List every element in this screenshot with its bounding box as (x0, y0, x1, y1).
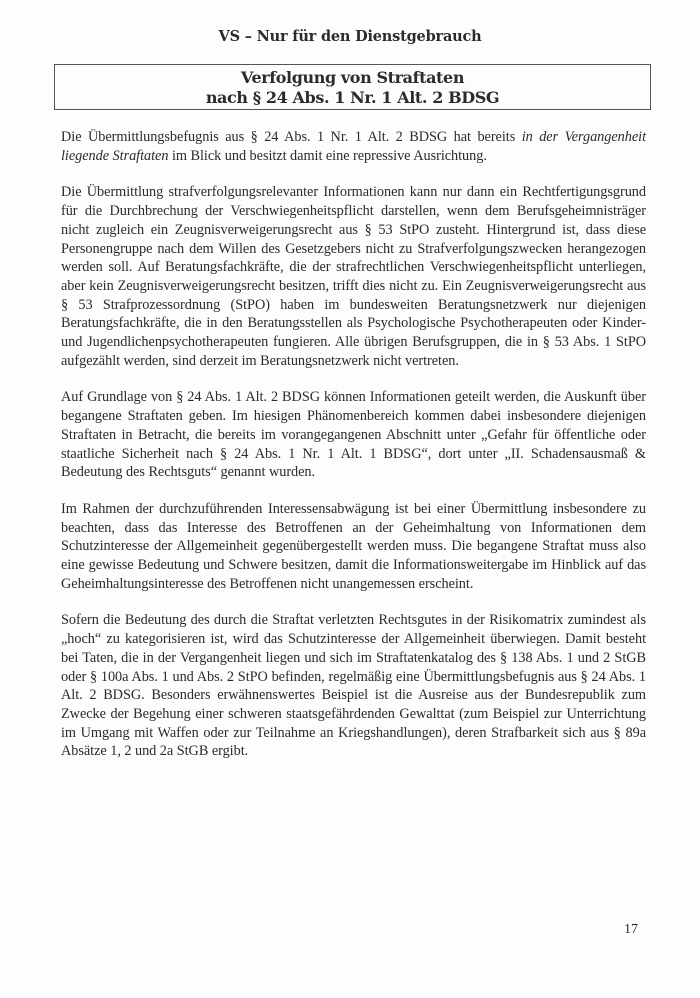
section-title-line-2: nach § 24 Abs. 1 Nr. 1 Alt. 2 BDSG (205, 88, 500, 107)
paragraph-1-italic-text: in der Vergangenheit liegende Straftaten (61, 129, 646, 164)
paragraph-2: Die Übermittlung strafverfolgungsrelevanter Informationen kann nur dann ein Rechtfertigungsgrund für die Durchbrechung der Verschwiegenheitspflicht darstellen, wenn dem Berufsgeheimnisträger nicht zugleich ein Zeugnisverweigerungsrecht aus § 53 StPO zusteht. Hintergrund ist, dass diese Personengruppe nach dem Willen des Gesetzgebers nicht zu Strafverfolgungszwecken herangezogen werden soll. Auf Beratungsfachkräfte, die der strafrechtlichen Verschwiegenheitspflicht unterliegen, aber kein Zeugnisverweigerungsrecht besitzen, trifft dies nicht zu. Ein Zeugnisverweigerungsrecht aus § 53 Strafprozessordnung (StPO) haben im bundesweiten Beratungsnetzwerk nur diejenigen Beratungsfachkräfte, die in den Beratungsstellen als Psychologische Psychotherapeuten oder Kinder- und Jugendlichenpsychotherapeuten fungieren. Alle übrigen Berufsgruppen, die in § 53 Abs. 1 StPO aufgezählt werden, sind derzeit im Beratungsnetzwerk nicht vertreten. (61, 184, 646, 369)
section-title-box (54, 64, 651, 110)
paragraph-1 (61, 128, 646, 165)
body-text (61, 128, 646, 779)
section-title-line-1: Verfolgung von Straftaten (240, 68, 465, 87)
classification-header: VS – Nur für den Dienstgebrauch (218, 28, 482, 45)
paragraph-1-text-after: im Blick und besitzt damit eine repressive Ausrichtung. (168, 147, 487, 164)
paragraph-5: Sofern die Bedeutung des durch die Straftat verletzten Rechtsgutes in der Risikomatrix zumindest als „hoch“ zu kategorisieren ist, wird das Schutzinteresse der Allgemeinheit überwiegen. Damit besteht bei Taten, die in der Vergangenheit liegen und sich im Straftatenkatalog des § 138 Abs. 1 und 2 StGB oder § 100a Abs. 1 und Abs. 2 StPO befinden, regelmäßig eine Übermittlungsbefugnis aus § 24 Abs. 1 Alt. 2 BDSG. Besonders erwähnenswertes Beispiel ist die Ausreise aus der Bundesrepublik zum Zwecke der Begehung einer schweren staatsgefährdenden Gewalttat (zum Beispiel zur Unterrichtung im Umgang mit Waffen oder zur Teilnahme an Kriegshandlungen), deren Strafbarkeit sich aus § 89a Absätze 1, 2 und 2a StGB ergibt. (61, 612, 646, 760)
paragraph-1-text-before: Die Übermittlungsbefugnis aus § 24 Abs. 1 Nr. 1 Alt. 2 BDSG hat bereits (61, 129, 522, 145)
paragraph-3: Auf Grundlage von § 24 Abs. 1 Alt. 2 BDSG können Informationen geteilt werden, die Auskunft über begangene Straftaten geben. Im hiesigen Phänomenbereich kommen dabei insbesondere diejenigen Straftaten in Betracht, die bereits im vorangegangenen Abschnitt unter „Gefahr für öffentliche oder staatliche Sicherheit nach § 24 Abs. 1 Nr. 1 Alt. 1 BDSG“, dort unter „II. Schadensausmaß & Bedeutung des Rechtsguts“ genannt wurden. (61, 389, 646, 481)
paragraph-4: Im Rahmen der durchzuführenden Interessensabwägung ist bei einer Übermittlung insbesondere zu beachten, dass das Interesse des Betroffenen an der Geheimhaltung von Informationen dem Schutzinteresse der Allgemeinheit gegenübergestellt werden muss. Die begangene Straftat muss also eine gewisse Bedeutung und Schwere besitzen, damit die Informationsweitergabe im Hinblick auf das Geheimhaltungsinteresse des Betroffenen nicht unangemessen erscheint. (61, 500, 646, 592)
page-number: 17 (624, 922, 638, 937)
